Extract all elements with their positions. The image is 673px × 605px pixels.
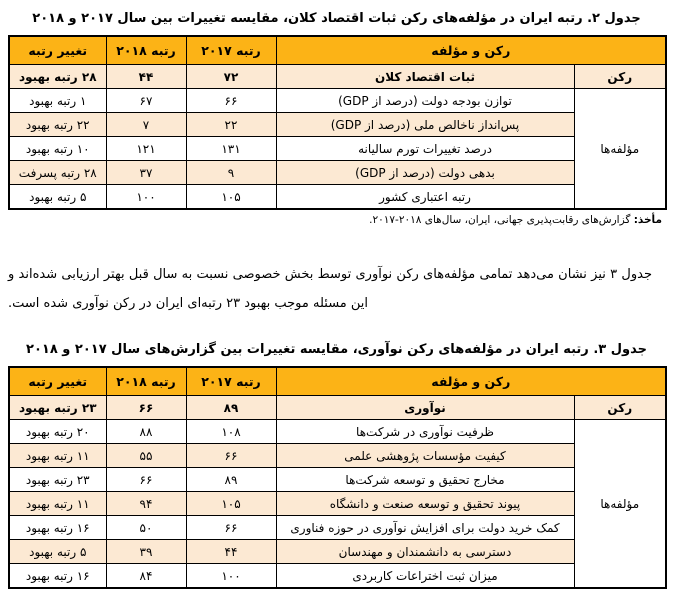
rank-change-cell: ۵ رتبه بهبود: [9, 540, 106, 564]
rank-change-cell: ۱۶ رتبه بهبود: [9, 564, 106, 589]
header-rank-change: تغییر رتبه: [9, 36, 106, 65]
rank-2018-cell: ۱۰۰: [106, 185, 186, 210]
component-name-cell: رتبه اعتباری کشور: [276, 185, 574, 210]
body-paragraph: جدول ۳ نیز نشان می‌دهد تمامی مؤلفه‌های رکن نوآوری توسط بخش خصوصی نسبت به سال قبل بهتر ارزیابی شده‌اند و این مسئله موجب بهبود ۲۳ رتبه‌ای ایران در رکن نوآوری شده است.: [8, 267, 652, 311]
pillar-rank-2018-cell: ۴۴: [106, 65, 186, 89]
component-name-cell: ظرفیت نوآوری در شرکت‌ها: [276, 420, 574, 444]
rank-2018-cell: ۹۴: [106, 492, 186, 516]
rank-change-cell: ۱۱ رتبه بهبود: [9, 444, 106, 468]
components-label-cell: مؤلفه‌ها: [574, 89, 666, 210]
component-row: [9, 564, 666, 589]
rank-2018-cell: ۳۹: [106, 540, 186, 564]
pillar-label-cell: رکن: [574, 65, 666, 89]
rank-change-cell: ۱۱ رتبه بهبود: [9, 492, 106, 516]
component-name-cell: پس‌انداز ناخالص ملی (درصد از GDP): [276, 113, 574, 137]
header-rank-2017: رتبه ۲۰۱۷: [186, 36, 276, 65]
rank-2017-cell: ۱۰۵: [186, 185, 276, 210]
header-rank-2018: رتبه ۲۰۱۸: [106, 36, 186, 65]
table2-source: [8, 210, 665, 226]
component-name-cell: میزان ثبت اختراعات کاربردی: [276, 564, 574, 589]
rank-2017-cell: ۲۲: [186, 113, 276, 137]
component-row: [9, 137, 666, 161]
components-label-cell: مؤلفه‌ها: [574, 420, 666, 589]
component-name-cell: دسترسی به دانشمندان و مهندسان: [276, 540, 574, 564]
rank-2017-cell: ۴۴: [186, 540, 276, 564]
rank-change-cell: ۲۲ رتبه بهبود: [9, 113, 106, 137]
rank-2017-cell: ۸۹: [186, 468, 276, 492]
component-row: [9, 492, 666, 516]
pillar-row: [9, 65, 666, 89]
source-label: مأخذ:: [633, 214, 662, 226]
rank-change-cell: ۱۶ رتبه بهبود: [9, 516, 106, 540]
component-row: [9, 420, 666, 444]
component-name-cell: پیوند تحقیق و توسعه صنعت و دانشگاه: [276, 492, 574, 516]
rank-2018-cell: ۷: [106, 113, 186, 137]
pillar-label-cell: رکن: [574, 396, 666, 420]
table3-innovation: [8, 366, 667, 589]
rank-2018-cell: ۳۷: [106, 161, 186, 185]
table2-title: جدول ۲. رتبه ایران در مؤلفه‌های رکن ثبات اقتصاد کلان، مقایسه تغییرات بین سال ۲۰۱۷ و ۲۰۱۸: [32, 11, 641, 26]
header-pillar-component: رکن و مؤلفه: [276, 36, 666, 65]
rank-2017-cell: ۱۳۱: [186, 137, 276, 161]
table2-macro-stability: [8, 35, 667, 210]
rank-change-cell: ۲۸ رتبه پسرفت: [9, 161, 106, 185]
source-text: گزارش‌های رقابت‌پذیری جهانی، ایران، سال‌های ۲۰۱۸-۲۰۱۷.: [369, 214, 631, 226]
rank-change-cell: ۲۳ رتبه بهبود: [9, 468, 106, 492]
header-rank-2017: رتبه ۲۰۱۷: [186, 367, 276, 396]
pillar-name-cell: ثبات اقتصاد کلان: [276, 65, 574, 89]
rank-change-cell: ۲۰ رتبه بهبود: [9, 420, 106, 444]
rank-change-cell: ۱ رتبه بهبود: [9, 89, 106, 113]
rank-2017-cell: ۱۰۸: [186, 420, 276, 444]
table3-header-row: [9, 367, 666, 396]
pillar-change-cell: ۲۸ رتبه بهبود: [9, 65, 106, 89]
rank-2017-cell: ۹: [186, 161, 276, 185]
pillar-rank-2017-cell: ۸۹: [186, 396, 276, 420]
rank-2017-cell: ۱۰۵: [186, 492, 276, 516]
component-row: [9, 468, 666, 492]
pillar-change-cell: ۲۳ رتبه بهبود: [9, 396, 106, 420]
rank-2018-cell: ۶۷: [106, 89, 186, 113]
rank-change-cell: ۵ رتبه بهبود: [9, 185, 106, 210]
header-rank-2018: رتبه ۲۰۱۸: [106, 367, 186, 396]
pillar-row: [9, 396, 666, 420]
component-row: [9, 540, 666, 564]
rank-2017-cell: ۱۰۰: [186, 564, 276, 589]
component-row: [9, 185, 666, 210]
component-name-cell: درصد تغییرات تورم سالیانه: [276, 137, 574, 161]
rank-2017-cell: ۶۶: [186, 516, 276, 540]
pillar-name-cell: نوآوری: [276, 396, 574, 420]
table3-title: جدول ۳. رتبه ایران در مؤلفه‌های رکن نوآوری، مقایسه تغییرات بین گزارش‌های سال ۲۰۱۷ و ۲۰۱۸: [26, 342, 647, 357]
component-name-cell: بدهی دولت (درصد از GDP): [276, 161, 574, 185]
pillar-rank-2018-cell: ۶۶: [106, 396, 186, 420]
component-row: [9, 89, 666, 113]
component-row: [9, 516, 666, 540]
component-name-cell: کیفیت مؤسسات پژوهشی علمی: [276, 444, 574, 468]
rank-change-cell: ۱۰ رتبه بهبود: [9, 137, 106, 161]
rank-2018-cell: ۸۴: [106, 564, 186, 589]
pillar-rank-2017-cell: ۷۲: [186, 65, 276, 89]
rank-2018-cell: ۸۸: [106, 420, 186, 444]
component-name-cell: توازن بودجه دولت (درصد از GDP): [276, 89, 574, 113]
rank-2017-cell: ۶۶: [186, 444, 276, 468]
header-rank-change: تغییر رتبه: [9, 367, 106, 396]
rank-2018-cell: ۱۲۱: [106, 137, 186, 161]
component-row: [9, 113, 666, 137]
rank-2018-cell: ۵۵: [106, 444, 186, 468]
component-row: [9, 444, 666, 468]
header-pillar-component: رکن و مؤلفه: [276, 367, 666, 396]
component-name-cell: کمک خرید دولت برای افزایش نوآوری در حوزه فناوری: [276, 516, 574, 540]
rank-2018-cell: ۵۰: [106, 516, 186, 540]
component-row: [9, 161, 666, 185]
rank-2018-cell: ۶۶: [106, 468, 186, 492]
component-name-cell: مخارج تحقیق و توسعه شرکت‌ها: [276, 468, 574, 492]
table2-header-row: [9, 36, 666, 65]
rank-2017-cell: ۶۶: [186, 89, 276, 113]
